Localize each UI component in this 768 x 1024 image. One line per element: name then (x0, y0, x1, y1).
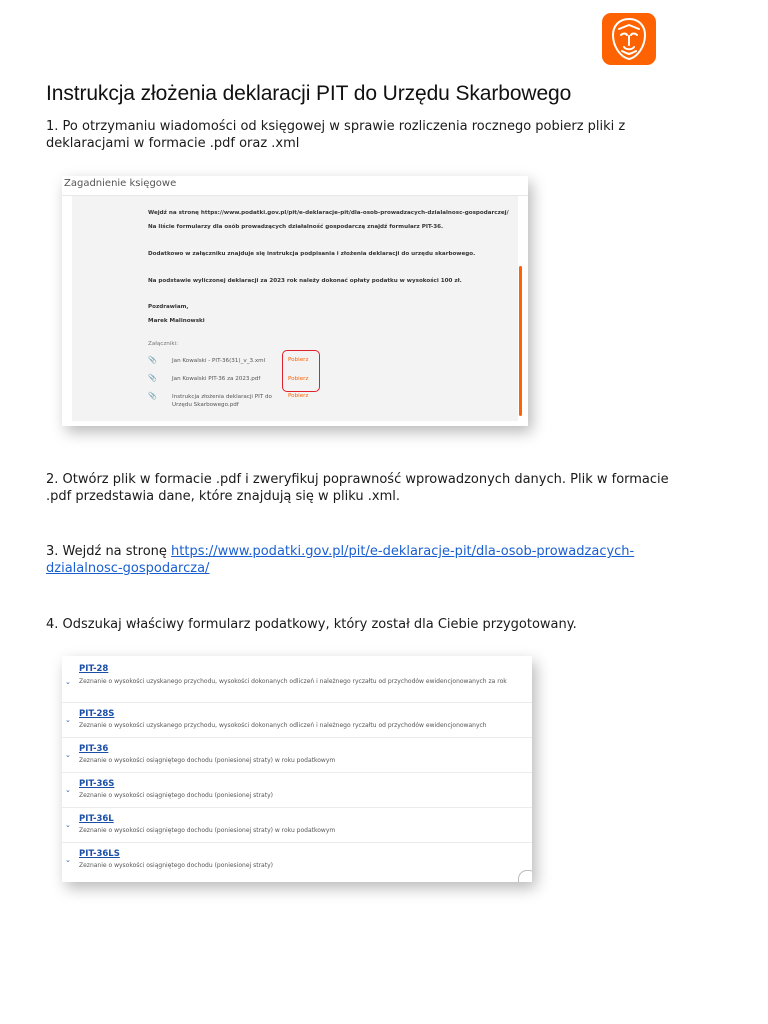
form-item[interactable] (62, 779, 532, 808)
scrollbar (519, 266, 522, 416)
form-name[interactable]: PIT-36LS (79, 849, 120, 859)
highlight-box (282, 350, 320, 392)
chevron-down-icon[interactable]: ⌄ (65, 821, 71, 829)
podatki-link[interactable]: https://www.podatki.gov.pl/pit/e-deklaracje-pit/dla-osob-prowadzacych-dzialalnosc-gospodarcza/ (46, 544, 635, 576)
attachment-row (148, 392, 161, 400)
form-description: Zeznanie o wysokości osiągniętego dochodu (poniesionej straty) w roku podatkowym (79, 757, 336, 764)
email-screenshot (62, 176, 528, 426)
form-description: Zeznanie o wysokości uzyskanego przychodu, wysokości dokonanych odliczeń i należnego ryczałtu od przychodów ewidencjonowanych za rok (79, 678, 507, 685)
form-item[interactable] (62, 744, 532, 773)
download-link[interactable]: Pobierz (288, 357, 309, 363)
chevron-down-icon[interactable]: ⌄ (65, 716, 71, 724)
paperclip-icon: 📎 (148, 356, 157, 364)
download-link[interactable]: Pobierz (288, 393, 309, 399)
email-line-4: Na podstawie wyliczonej deklaracji za 2023 rok należy dokonać opłaty podatku w wysokości 100 zł. (148, 278, 462, 284)
email-signature: Marek Malinowski (148, 318, 205, 324)
form-name[interactable]: PIT-28S (79, 709, 115, 719)
page-title: Instrukcja złożenia deklaracji PIT do Urzędu Skarbowego (46, 82, 572, 105)
form-name[interactable]: PIT-36S (79, 779, 115, 789)
attachment-name: Jan Kowalski - PIT-36(31)_v_3.xml (172, 358, 266, 364)
form-name[interactable]: PIT-36L (79, 814, 114, 824)
form-description: Zeznanie o wysokości osiągniętego dochodu (poniesionej straty) (79, 862, 273, 869)
form-description: Zeznanie o wysokości osiągniętego dochodu (poniesionej straty) w roku podatkowym (79, 827, 336, 834)
chevron-down-icon[interactable]: ⌄ (65, 751, 71, 759)
step-4-text: 4. Odszukaj właściwy formularz podatkowy, który został dla Ciebie przygotowany. (46, 617, 577, 632)
email-subject: Zagadnienie księgowe (62, 176, 528, 196)
form-description: Zeznanie o wysokości uzyskanego przychodu, wysokości dokonanych odliczeń i należnego ryczałtu od przychodów ewidencjonowanych (79, 722, 487, 729)
attachment-row (148, 374, 161, 382)
email-greeting: Pozdrawiam, (148, 304, 189, 310)
form-item[interactable] (62, 664, 532, 703)
step-3-text (46, 543, 706, 577)
form-item[interactable] (62, 709, 532, 738)
paperclip-icon: 📎 (148, 392, 157, 400)
attachment-row (148, 356, 161, 364)
forms-list-screenshot (62, 656, 532, 882)
lion-logo-icon (602, 13, 656, 65)
form-name[interactable]: PIT-36 (79, 744, 109, 754)
form-item[interactable] (62, 849, 532, 877)
form-name[interactable]: PIT-28 (79, 664, 109, 674)
step-3-prefix: 3. Wejdź na stronę (46, 544, 172, 559)
step-2-text: 2. Otwórz plik w formacie .pdf i zweryfikuj poprawność wprowadzonych danych. Plik w formacie .pdf przedstawia dane, które znajdują się w pliku .xml. (46, 472, 669, 504)
chevron-down-icon[interactable]: ⌄ (65, 856, 71, 864)
email-line-1: Wejdź na stronę https://www.podatki.gov.pl/pit/e-deklaracje-pit/dla-osob-prowadzacych-dzialalnosc-gospodarczej/ (148, 210, 509, 216)
form-description: Zeznanie o wysokości osiągniętego dochodu (poniesionej straty) (79, 792, 273, 799)
email-line-2: Na liście formularzy dla osób prowadzących działalność gospodarczą znajdź formularz PIT-36. (148, 224, 444, 230)
scroll-corner (518, 870, 532, 882)
step-1-text: 1. Po otrzymaniu wiadomości od księgowej w sprawie rozliczenia rocznego pobierz pliki z deklaracjami w formacie .pdf oraz .xml (46, 119, 626, 151)
paperclip-icon: 📎 (148, 374, 157, 382)
attachments-label: Załączniki: (148, 341, 179, 347)
chevron-down-icon[interactable]: ⌄ (65, 678, 71, 686)
form-item[interactable] (62, 814, 532, 843)
chevron-down-icon[interactable]: ⌄ (65, 786, 71, 794)
download-link[interactable]: Pobierz (288, 376, 309, 382)
email-line-3: Dodatkowo w załączniku znajduje się instrukcja podpisania i złożenia deklaracji do urzędu skarbowego. (148, 251, 476, 257)
attachment-name: Jan Kowalski PIT-36 za 2023.pdf (172, 376, 261, 382)
attachment-name: Instrukcja złożenia deklaracji PIT do Urzędu Skarbowego.pdf (172, 394, 272, 408)
